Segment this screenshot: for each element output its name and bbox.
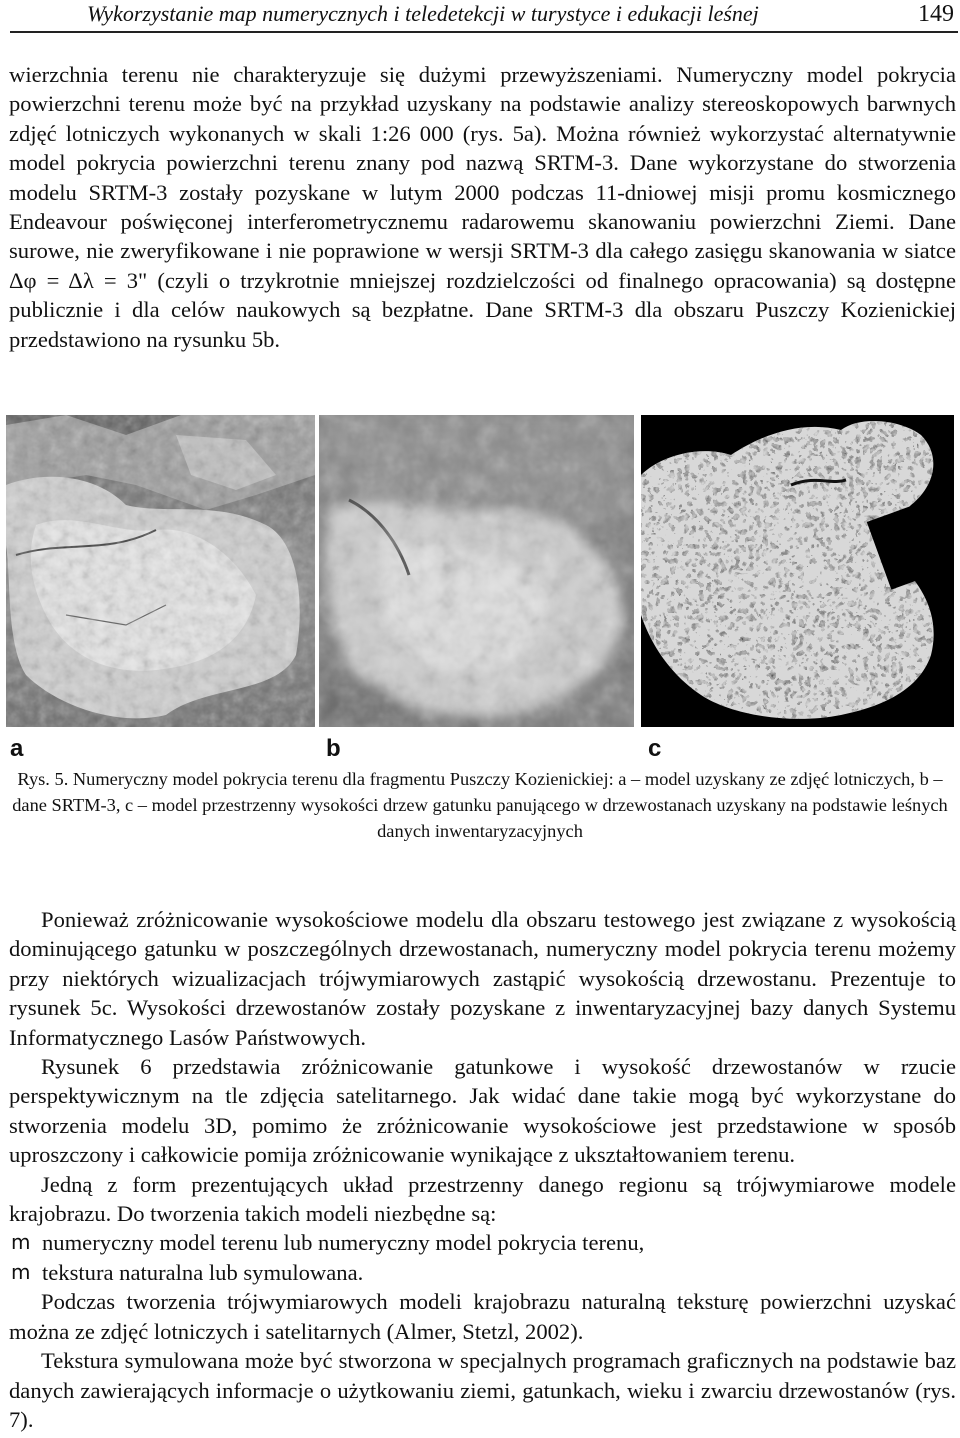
bullet-item bbox=[9, 1228, 956, 1257]
running-title: Wykorzystanie map numerycznych i teledetekcji w turystyce i edukacji leśnej bbox=[87, 1, 759, 26]
bullet-list bbox=[9, 1228, 956, 1287]
panel-label-b: b bbox=[326, 735, 341, 762]
figure-panel-b-image bbox=[319, 415, 634, 727]
paragraph: Ponieważ zróżnicowanie wysokościowe modelu dla obszaru testowego jest związane z wysokością dominującego gatunku w poszczególnych drzewostanach, numeryczny model pokrycia terenu możemy przy niektórych wizualizacjach trójwymiarowych zastąpić wysokością drzewostanu. Prezentuje to rysunek 5c. Wysokości drzewostanów zostały pozyskane z inwentaryzacyjnej bazy danych Systemu Informatycznego Lasów Państwowych. bbox=[9, 907, 956, 1050]
paragraph: Tekstura symulowana może być stworzona w specjalnych programach graficznych na podstawie baz danych zawierających informacje o użytkowaniu ziemi, gatunkach, wieku i zwarciu drzewostanów (rys. 7). bbox=[9, 1348, 956, 1432]
bullet-text: numeryczny model terenu lub numeryczny model pokrycia terenu, bbox=[42, 1230, 645, 1256]
bullet-icon: m bbox=[11, 1259, 31, 1284]
bullet-icon: m bbox=[11, 1230, 31, 1255]
caption-label: Rys. 5. bbox=[17, 769, 69, 789]
paragraph: Podczas tworzenia trójwymiarowych modeli krajobrazu naturalną teksturę powierzchni uzyskać można ze zdjęć lotniczych i satelitarnych (Almer, Stetzl, 2002). bbox=[9, 1289, 956, 1344]
bottom-text-block bbox=[9, 905, 956, 1434]
bullet-text: tekstura naturalna lub symulowana. bbox=[42, 1259, 364, 1285]
running-header bbox=[0, 0, 960, 36]
page-number: 149 bbox=[918, 1, 954, 27]
figure-panel-a-image bbox=[6, 415, 315, 727]
figure-5 bbox=[0, 415, 960, 765]
bullet-item bbox=[9, 1258, 956, 1287]
figure-panel-c-image bbox=[641, 415, 954, 727]
panel-label-a: a bbox=[10, 735, 24, 762]
caption-text: Numeryczny model pokrycia terenu dla fragmentu Puszczy Kozienickiej: a – model uzyskany ze zdjęć lotniczych, b – dane SRTM-3, c – model przestrzenny wysokości drzew gatunku panującego w drzewostanach uzyskany na podstawie leśnych danych inwentaryzacyjnych bbox=[12, 769, 948, 841]
paragraph: Rysunek 6 przedstawia zróżnicowanie gatunkowe i wysokość drzewostanów w rzucie perspektywicznym na tle zdjęcia satelitarnego. Jak widać dane takie mogą być wykorzystane do stworzenia modelu 3D, pomimo że zróżnicowanie wysokościowe jest przedstawione w sposób uproszczony i całkowicie pomija zróżnicowanie wynikające z ukształtowaniem terenu. bbox=[9, 1054, 956, 1168]
top-text-block bbox=[9, 60, 956, 354]
figure-caption bbox=[0, 766, 960, 844]
paragraph: Jedną z form prezentujących układ przestrzenny danego regionu są trójwymiarowe modele krajobrazu. Do tworzenia takich modeli niezbędne są: bbox=[9, 1171, 956, 1227]
header-rule bbox=[10, 31, 958, 33]
paragraph-continuation: wierzchnia terenu nie charakteryzuje się dużymi przewyższeniami. Numeryczny model pokrycia powierzchni terenu może być na przykład uzyskany na podstawie analizy stereoskopowych barwnych zdjęć lotniczych wykonanych w skali 1:26 000 (rys. 5a). Można również wykorzystać alternatywnie model pokrycia powierzchni terenu znany pod nazwą SRTM-3. Dane wykorzystane do stworzenia modelu SRTM-3 zostały pozyskane w lutym 2000 podczas 11-dniowej misji promu kosmicznego Endeavour poświęconej interferometrycznemu radarowemu skanowaniu powierzchni Ziemi. Dane surowe, nie zweryfikowane i nie poprawione w wersji SRTM-3 dla całego zasięgu skanowania w siatce Δφ = Δλ = 3" (czyli o trzykrotnie mniejszej rozdzielczości od finalnego opracowania) są dostępne publicznie i dla celów naukowych są bezpłatne. Dane SRTM-3 dla obszaru Puszczy Kozienickiej przedstawiono na rysunku 5b. bbox=[9, 62, 956, 352]
panel-label-c: c bbox=[648, 735, 662, 762]
